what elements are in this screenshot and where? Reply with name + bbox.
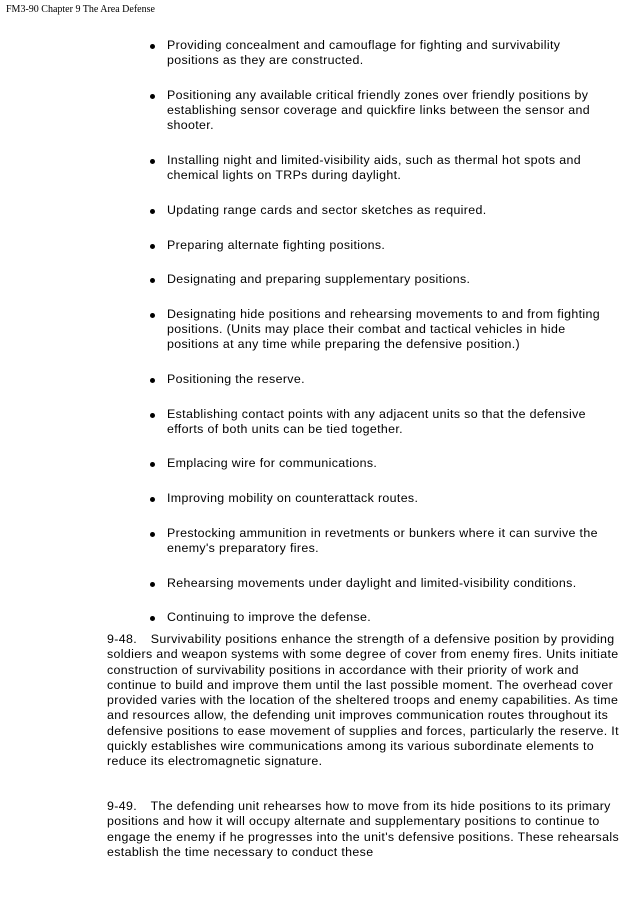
list-item xyxy=(0,407,635,438)
bullet-icon xyxy=(150,582,155,587)
list-item xyxy=(0,272,635,287)
list-item-text: Emplacing wire for communications. xyxy=(167,456,378,471)
list-item-text: Providing concealment and camouflage for fighting and survivability positions as they are constructed. xyxy=(167,38,561,68)
list-item xyxy=(0,456,635,471)
paragraph-9-48 xyxy=(107,632,622,770)
preparation-task-list xyxy=(0,38,635,645)
paragraph-text: The defending unit rehearses how to move from its hide positions to its primary positions and how it will occupy alternate and supplementary positions to continue to engage the enemy if he progresses into the unit's defensive positions. These rehearsals establish the time necessary to conduct these xyxy=(107,799,619,859)
bullet-icon xyxy=(150,462,155,467)
list-item xyxy=(0,491,635,506)
bullet-icon xyxy=(150,278,155,283)
list-item xyxy=(0,372,635,387)
list-item xyxy=(0,38,635,69)
list-item-text: Positioning the reserve. xyxy=(167,371,305,386)
list-item xyxy=(0,153,635,184)
list-item-text: Continuing to improve the defense. xyxy=(167,610,372,625)
list-item xyxy=(0,526,635,557)
list-item xyxy=(0,88,635,134)
list-item xyxy=(0,576,635,591)
running-header: FM3-90 Chapter 9 The Area Defense xyxy=(6,4,155,15)
list-item-text: Positioning any available critical friendly zones over friendly positions by establishing sensor coverage and quickfire links between the sensor and shooter. xyxy=(167,87,590,133)
list-item xyxy=(0,307,635,353)
list-item-text: Designating hide positions and rehearsing movements to and from fighting positions. (Units may place their combat and tactical vehicles in hide positions at any time while preparing the defensive position.) xyxy=(167,306,600,352)
list-item-text: Prestocking ammunition in revetments or bunkers where it can survive the enemy's preparatory fires. xyxy=(167,525,598,555)
bullet-icon xyxy=(150,497,155,502)
paragraph-number: 9-49. xyxy=(107,799,137,813)
list-item-text: Rehearsing movements under daylight and limited-visibility conditions. xyxy=(167,575,577,590)
list-item-text: Installing night and limited-visibility aids, such as thermal hot spots and chemical lights on TRPs during daylight. xyxy=(167,153,581,183)
bullet-icon xyxy=(150,378,155,383)
bullet-icon xyxy=(150,532,155,537)
bullet-icon xyxy=(150,244,155,249)
paragraph-text: Survivability positions enhance the strength of a defensive position by providing soldiers and weapon systems with some degree of cover from enemy fires. Units initiate construction of survivability positions in accordance with their priority of work and continue to build and improve them until the last possible moment. The overhead cover provided varies with the location of the sheltered troops and enemy capabilities. As time and resources allow, the defending unit improves communication routes throughout its defensive positions to ease movement of supplies and forces, particularly the reserve. It quickly establishes wire communications among its various subordinate elements to reduce its electromagnetic signature. xyxy=(107,632,619,769)
bullet-icon xyxy=(150,209,155,214)
paragraph-9-49 xyxy=(107,799,622,860)
bullet-icon xyxy=(150,159,155,164)
bullet-icon xyxy=(150,413,155,418)
list-item-text: Preparing alternate fighting positions. xyxy=(167,237,386,252)
bullet-icon xyxy=(150,313,155,318)
bullet-icon xyxy=(150,616,155,621)
list-item-text: Establishing contact points with any adjacent units so that the defensive efforts of both units can be tied together. xyxy=(167,406,586,436)
list-item xyxy=(0,238,635,253)
bullet-icon xyxy=(150,44,155,49)
list-item xyxy=(0,610,635,625)
bullet-icon xyxy=(150,94,155,99)
list-item-text: Updating range cards and sector sketches as required. xyxy=(167,202,487,217)
list-item-text: Designating and preparing supplementary positions. xyxy=(167,272,471,287)
list-item-text: Improving mobility on counterattack routes. xyxy=(167,491,419,506)
paragraph-number: 9-48. xyxy=(107,632,137,646)
list-item xyxy=(0,203,635,218)
